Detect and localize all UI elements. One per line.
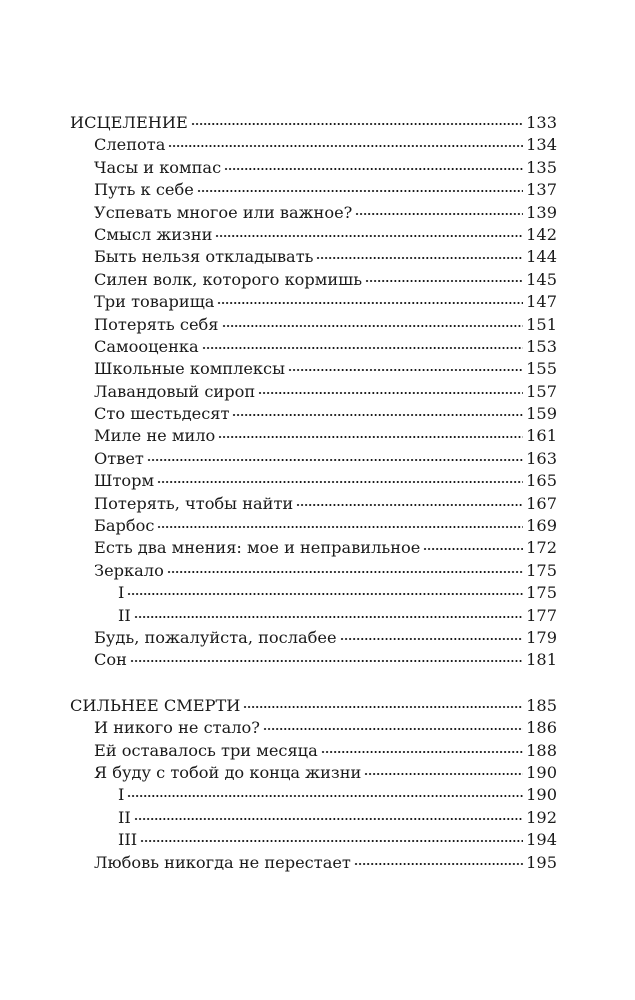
toc-entry[interactable] — [70, 246, 557, 268]
dot-leader — [243, 706, 523, 708]
toc-subentry[interactable] — [70, 807, 557, 829]
dot-leader — [202, 347, 523, 349]
entry-title: Потерять, чтобы найти — [94, 493, 294, 513]
dot-leader — [423, 548, 523, 550]
subentry-title: I — [118, 785, 125, 805]
entry-page-number: 159 — [526, 404, 557, 424]
section-page-number: 185 — [526, 695, 557, 715]
toc-entry[interactable] — [70, 627, 557, 649]
toc-entry[interactable] — [70, 134, 557, 156]
entry-title: Быть нельзя откладывать — [94, 247, 314, 267]
toc-section-iscelenie — [70, 112, 557, 672]
toc-entry[interactable] — [70, 314, 557, 336]
entry-page-number: 179 — [526, 627, 557, 647]
entry-title: Часы и компас — [94, 157, 222, 177]
entry-page-number: 167 — [526, 493, 557, 513]
entry-page-number: 172 — [526, 538, 557, 558]
entry-title: Силен волк, которого кормишь — [94, 269, 363, 289]
subentry-title: I — [118, 583, 125, 603]
entry-page-number: 142 — [526, 224, 557, 244]
dot-leader — [197, 190, 523, 192]
entry-page-number: 181 — [526, 650, 557, 670]
entry-title: Сон — [94, 650, 127, 670]
dot-leader — [127, 795, 523, 797]
entry-page-number: 186 — [526, 718, 557, 738]
toc-subentry[interactable] — [70, 582, 557, 604]
entry-title: Шторм — [94, 471, 155, 491]
toc-entry[interactable] — [70, 224, 557, 246]
dot-leader — [340, 638, 524, 640]
entry-title: Я буду с тобой до конца жизни — [94, 762, 362, 782]
entry-title: Смысл жизни — [94, 224, 213, 244]
dot-leader — [140, 840, 523, 842]
toc-entry[interactable] — [70, 425, 557, 447]
entry-title: Путь к себе — [94, 180, 194, 200]
entry-page-number: 139 — [526, 202, 557, 222]
table-of-contents — [70, 112, 557, 874]
toc-entry[interactable] — [70, 269, 557, 291]
dot-leader — [296, 504, 523, 506]
toc-entry[interactable] — [70, 179, 557, 201]
entry-title: Сто шестьдесят — [94, 404, 230, 424]
entry-page-number: 169 — [526, 516, 557, 536]
subentry-title: II — [118, 807, 131, 827]
toc-entry[interactable] — [70, 762, 557, 784]
entry-page-number: 151 — [526, 314, 557, 334]
entry-page-number: 134 — [526, 135, 557, 155]
toc-subentry[interactable] — [70, 829, 557, 851]
dot-leader — [321, 751, 523, 753]
toc-entry[interactable] — [70, 470, 557, 492]
entry-page-number: 165 — [526, 471, 557, 491]
entry-title: Ей оставалось три месяца — [94, 740, 318, 760]
subentry-page-number: 175 — [526, 583, 557, 603]
dot-leader — [232, 414, 523, 416]
toc-entry[interactable] — [70, 336, 557, 358]
entry-title: И никого не стало? — [94, 718, 260, 738]
dot-leader — [127, 593, 523, 595]
dot-leader — [130, 660, 523, 662]
dot-leader — [167, 571, 523, 573]
dot-leader — [316, 257, 523, 259]
entry-title: Любовь никогда не перестает — [94, 852, 351, 872]
entry-title: Зеркало — [94, 560, 164, 580]
toc-subentry[interactable] — [70, 784, 557, 806]
entry-title: Слепота — [94, 135, 166, 155]
entry-page-number: 157 — [526, 381, 557, 401]
subentry-page-number: 194 — [526, 830, 557, 850]
entry-page-number: 163 — [526, 448, 557, 468]
entry-title: Ответ — [94, 448, 144, 468]
toc-entry[interactable] — [70, 448, 557, 470]
entry-page-number: 147 — [526, 292, 557, 312]
dot-leader — [224, 168, 523, 170]
toc-entry[interactable] — [70, 852, 557, 874]
entry-page-number: 188 — [526, 740, 557, 760]
toc-entry[interactable] — [70, 291, 557, 313]
entry-title: Потерять себя — [94, 314, 219, 334]
entry-page-number: 137 — [526, 180, 557, 200]
entry-page-number: 135 — [526, 157, 557, 177]
subentry-title: III — [118, 830, 138, 850]
entry-page-number: 155 — [526, 359, 557, 379]
entry-page-number: 195 — [526, 852, 557, 872]
entry-page-number: 190 — [526, 762, 557, 782]
toc-entry[interactable] — [70, 358, 557, 380]
dot-leader — [288, 369, 523, 371]
dot-leader — [355, 213, 523, 215]
section-title: ИСЦЕЛЕНИЕ — [70, 113, 188, 132]
dot-leader — [134, 818, 523, 820]
toc-entry[interactable] — [70, 560, 557, 582]
dot-leader — [191, 123, 523, 125]
dot-leader — [157, 526, 523, 528]
section-title: СИЛЬНЕЕ СМЕРТИ — [70, 695, 241, 715]
toc-entry[interactable] — [70, 157, 557, 179]
toc-entry[interactable] — [70, 717, 557, 739]
toc-section-silnee-smerti — [70, 695, 557, 874]
dot-leader — [258, 392, 523, 394]
dot-leader — [364, 773, 523, 775]
dot-leader — [168, 145, 523, 147]
toc-entry[interactable] — [70, 537, 557, 559]
entry-page-number: 161 — [526, 426, 557, 446]
dot-leader — [263, 728, 523, 730]
entry-title: Барбос — [94, 516, 155, 536]
section-page-number: 133 — [526, 113, 557, 132]
entry-title: Успевать многое или важное? — [94, 202, 353, 222]
subentry-page-number: 177 — [526, 605, 557, 625]
entry-title: Три товарища — [94, 292, 215, 312]
toc-entry[interactable] — [70, 381, 557, 403]
entry-title: Будь, пожалуйста, послабее — [94, 627, 337, 647]
toc-entry[interactable] — [70, 202, 557, 224]
entry-title: Лавандовый сироп — [94, 381, 256, 401]
entry-title: Самооценка — [94, 336, 199, 356]
entry-page-number: 144 — [526, 247, 557, 267]
section-heading[interactable] — [70, 695, 557, 717]
entry-title: Школьные комплексы — [94, 359, 286, 379]
toc-entry[interactable] — [70, 493, 557, 515]
dot-leader — [218, 436, 523, 438]
subentry-page-number: 192 — [526, 807, 557, 827]
dot-leader — [157, 481, 523, 483]
toc-entry[interactable] — [70, 515, 557, 537]
subentry-title: II — [118, 605, 131, 625]
entry-page-number: 145 — [526, 269, 557, 289]
dot-leader — [215, 235, 523, 237]
dot-leader — [134, 616, 523, 618]
dot-leader — [365, 280, 523, 282]
entry-title: Есть два мнения: мое и неправильное — [94, 538, 421, 558]
subentry-page-number: 190 — [526, 785, 557, 805]
entry-page-number: 175 — [526, 560, 557, 580]
toc-subentry[interactable] — [70, 605, 557, 627]
toc-entry[interactable] — [70, 740, 557, 762]
dot-leader — [354, 863, 523, 865]
dot-leader — [222, 325, 524, 327]
entry-title: Миле не мило — [94, 426, 216, 446]
entry-page-number: 153 — [526, 336, 557, 356]
toc-entry[interactable] — [70, 403, 557, 425]
dot-leader — [217, 302, 523, 304]
section-heading[interactable] — [70, 112, 557, 134]
dot-leader — [147, 459, 523, 461]
toc-entry[interactable] — [70, 649, 557, 671]
